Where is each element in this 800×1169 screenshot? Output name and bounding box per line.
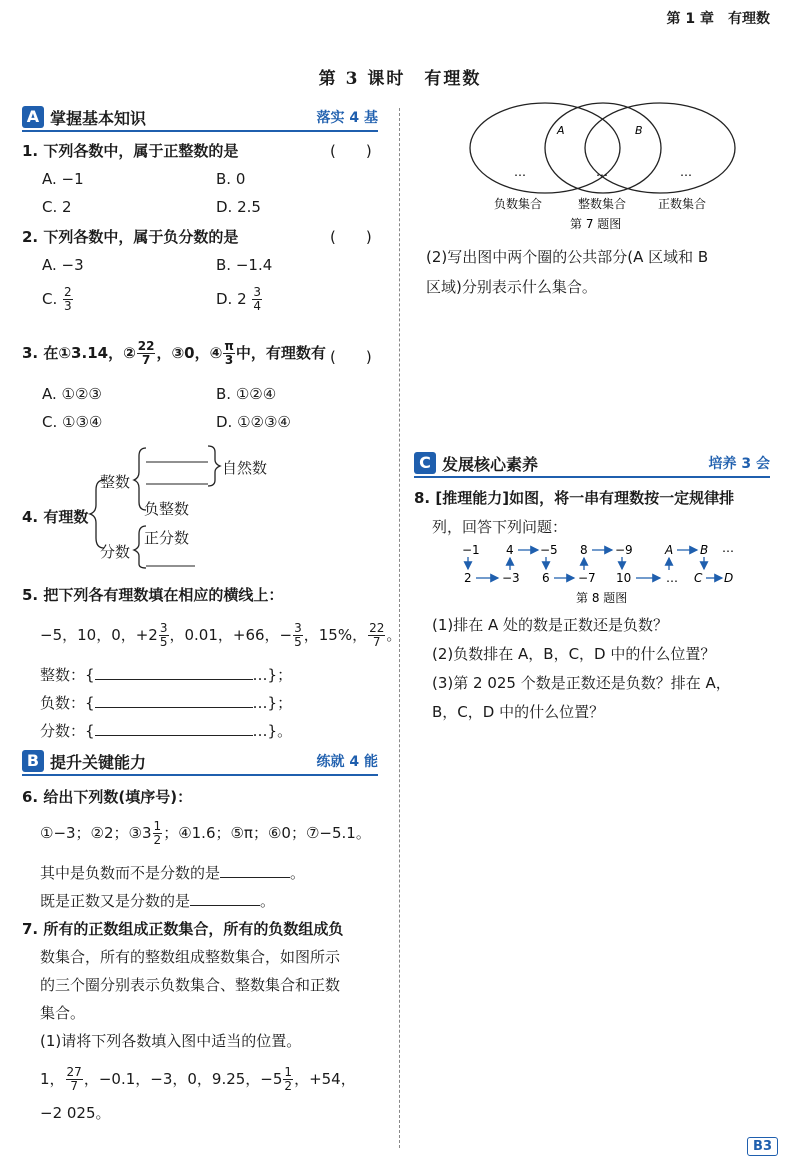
q7-sub2-line2: 区域)分别表示什么集合。 (426, 278, 597, 296)
seq-bot-3: 6 (542, 571, 550, 585)
q3-stem: 3. 在①3.14，② $\frac{22}{7}$ ，③0，④ $\frac{\pi}{3}$ 中，有理数有 (22, 339, 326, 367)
q1-option-a: A. −1 (42, 170, 84, 188)
fraction: $\frac{3}{4}$ (253, 285, 262, 313)
seq-bot-1: 2 (464, 571, 472, 585)
section-a-header (22, 106, 378, 132)
page-title: 第 3 课时 有理数 (318, 69, 482, 89)
seq-top-6: A (665, 543, 674, 557)
section-c-goal: 培养 3 会 (708, 456, 770, 472)
q1-stem: 1. 下列各数中，属于正整数的是 (22, 142, 239, 160)
q2-option-a: A. −3 (42, 256, 84, 274)
section-b-title: 提升关键能力 (50, 753, 147, 772)
q5-stem: 5. 把下列各有理数填在相应的横线上： (22, 586, 284, 604)
seq-bot-7: C (694, 571, 703, 585)
section-a-badge: A (22, 106, 44, 128)
fraction: $\frac{1}{2}$ (284, 1065, 293, 1093)
seq-top-2: 4 (506, 543, 514, 557)
venn-caption: 第 7 题图 (570, 217, 622, 231)
q5-fraction-blank[interactable] (95, 735, 253, 736)
page-number: B3 (747, 1137, 778, 1156)
section-b-badge: B (22, 750, 44, 772)
q7-line3: 的三个圈分别表示负数集合、整数集合和正数 (40, 976, 341, 994)
q6-stem: 6. 给出下列数(填序号)： (22, 788, 193, 806)
q8-line1: 8. [推理能力]如图，将一串有理数按一定规律排 (414, 489, 735, 507)
seq-top-8: … (722, 541, 734, 555)
q3-paren: ( ) (330, 348, 372, 366)
q5-numbers: −5，10，0，+2 $\frac{3}{5}$ ，0.01，+66，− $\frac{3}{5}$ ，15%， $\frac{22}{7}$ 。 (40, 621, 402, 649)
q6-blank-a[interactable] (220, 877, 290, 878)
q3-option-c: C. ①③④ (42, 413, 103, 431)
q4-negint-label: 负整数 (144, 500, 190, 518)
q5-integer-blank[interactable] (95, 679, 253, 680)
section-b-header (22, 750, 378, 776)
seq-bot-6: … (666, 571, 678, 585)
q2-option-d: D. 2 $\frac{3}{4}$ (216, 285, 262, 313)
fraction: $\frac{\pi}{3}$ (224, 339, 234, 367)
q3-option-a: A. ①②③ (42, 385, 102, 403)
q7-line4: 集合。 (40, 1004, 86, 1022)
q1-option-c: C. 2 (42, 198, 72, 216)
venn-pos-label: 正数集合 (658, 197, 707, 211)
fraction: $\frac{3}{5}$ (159, 621, 168, 649)
q4-classification-diagram (0, 440, 400, 570)
q3-option-b: B. ①②④ (216, 385, 277, 403)
q8-sub3-line1: (3)第 2 025 个数是正数还是负数？排在 A， (432, 674, 731, 692)
q7-line1: 7. 所有的正数组成正数集合，所有的负数组成负 (22, 920, 344, 938)
section-c-header (414, 452, 770, 478)
fraction: $\frac{27}{7}$ (66, 1065, 82, 1093)
q6-part-b: 既是正数又是分数的是 。 (40, 892, 276, 910)
seq-caption: 第 8 题图 (576, 591, 628, 605)
q5-negative-row: 负数：{ …}； (40, 694, 293, 712)
q2-stem: 2. 下列各数中，属于负分数的是 (22, 228, 239, 246)
section-c-badge: C (414, 452, 436, 474)
seq-bot-5: 10 (616, 571, 632, 585)
q1-option-b: B. 0 (216, 170, 246, 188)
venn-label-b: B (635, 124, 643, 137)
venn-int-label: 整数集合 (578, 197, 627, 211)
q8-line2: 列，回答下列问题： (432, 518, 568, 536)
q3-option-d: D. ①②③④ (216, 413, 291, 431)
seq-top-3: −5 (540, 543, 558, 557)
section-c-title: 发展核心素养 (442, 455, 539, 474)
q7-numbers-cont: −2 025。 (40, 1104, 111, 1122)
venn-dots-right: … (680, 165, 692, 179)
q8-sub1: (1)排在 A 处的数是正数还是负数？ (432, 616, 669, 634)
q8-sub2: (2)负数排在 A，B，C，D 中的什么位置？ (432, 645, 716, 663)
q8-sub3-line2: B，C，D 中的什么位置？ (432, 703, 605, 721)
fraction: $\frac{3}{5}$ (294, 621, 302, 649)
q6-blank-b[interactable] (190, 905, 260, 906)
q4-root-label: 4. 有理数 (22, 508, 89, 526)
venn-neg-label: 负数集合 (494, 197, 543, 211)
q7-venn-diagram (460, 100, 760, 240)
q6-part-a: 其中是负数而不是分数的是 。 (40, 864, 306, 882)
section-a-goal: 落实 4 基 (316, 110, 378, 126)
q6-numbers: ①−3；②2；③3 $\frac{1}{2}$ ；④1.6；⑤π；⑥0；⑦−5.1。 (40, 819, 371, 847)
q5-integer-row: 整数：{ …}； (40, 666, 293, 684)
seq-bot-4: −7 (578, 571, 596, 585)
q5-negative-blank[interactable] (95, 707, 253, 708)
seq-top-4: 8 (580, 543, 588, 557)
fraction: $\frac{22}{7}$ (369, 621, 385, 649)
q4-posfrac-label: 正分数 (144, 529, 190, 547)
chapter-header: 第 1 章 有理数 (666, 11, 770, 27)
q2-option-c: C. $\frac{2}{3}$ (42, 285, 72, 313)
q4-integer-label: 整数 (100, 473, 131, 491)
q7-sub2-line1: (2)写出图中两个圈的公共部分(A 区域和 B (426, 248, 709, 266)
q4-natural-label: 自然数 (222, 459, 268, 477)
seq-top-5: −9 (615, 543, 633, 557)
q1-paren: ( ) (330, 142, 372, 160)
fraction: $\frac{2}{3}$ (64, 285, 72, 313)
q2-option-b: B. −1.4 (216, 256, 273, 274)
q7-sub1: (1)请将下列各数填入图中适当的位置。 (40, 1032, 302, 1050)
q2-paren: ( ) (330, 228, 372, 246)
venn-label-a: A (557, 124, 565, 137)
q4-fraction-label: 分数 (100, 543, 131, 561)
fraction: $\frac{22}{7}$ (137, 339, 155, 367)
seq-top-7: B (700, 543, 709, 557)
q8-sequence-diagram (440, 540, 760, 610)
seq-bot-8: D (724, 571, 734, 585)
seq-bot-2: −3 (502, 571, 520, 585)
seq-top-1: −1 (462, 543, 480, 557)
q7-line2: 数集合，所有的整数组成整数集合，如图所示 (40, 948, 341, 966)
venn-dots-left: … (514, 165, 526, 179)
q7-numbers: 1， $\frac{27}{7}$ ，−0.1，−3，0，9.25，−5 $\frac{1}{2}$ ，+54， (40, 1065, 356, 1093)
section-a-title: 掌握基本知识 (50, 109, 147, 128)
section-b-goal: 练就 4 能 (316, 754, 378, 770)
q1-option-d: D. 2.5 (216, 198, 261, 216)
venn-dots-mid: … (596, 165, 608, 179)
q5-fraction-row: 分数：{ …}。 (40, 722, 293, 740)
fraction: $\frac{1}{2}$ (153, 819, 162, 847)
